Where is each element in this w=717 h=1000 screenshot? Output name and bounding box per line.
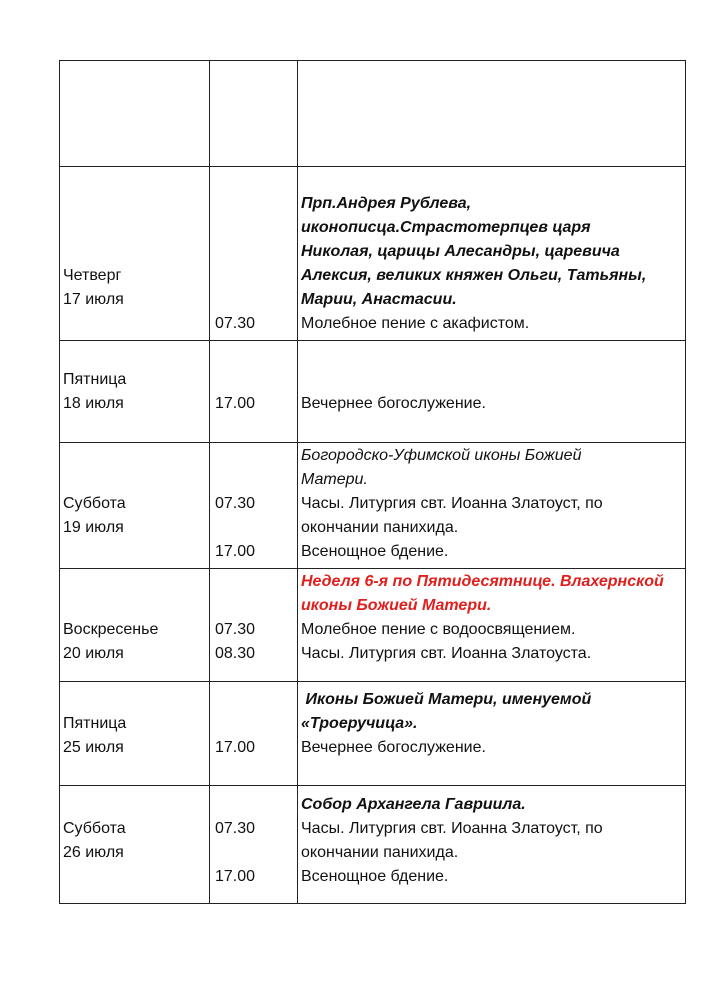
feast-title: Матери. xyxy=(301,471,368,488)
feast-title: Алексия, великих княжен Ольги, Татьяны, xyxy=(301,267,647,284)
schedule-row xyxy=(60,443,686,569)
feast-title: Прп.Андрея Рублева, xyxy=(301,195,472,212)
service-cell xyxy=(298,569,686,682)
feast-title: «Троеручица». xyxy=(301,715,418,732)
service-time: 17.00 xyxy=(215,868,256,885)
weekday: Суббота xyxy=(63,820,126,837)
feast-title: иконописца.Страстотерпцев царя xyxy=(301,219,591,236)
service-name: Молебное пение с водоосвящением. xyxy=(301,621,576,638)
service-cell xyxy=(298,786,686,904)
weekday: Четверг xyxy=(63,267,122,284)
schedule-row xyxy=(60,682,686,786)
day-cell xyxy=(60,341,210,443)
weekday: Пятница xyxy=(63,715,127,732)
service-name: Часы. Литургия свт. Иоанна Златоуст, по xyxy=(301,820,603,837)
day-cell xyxy=(60,443,210,569)
schedule-row xyxy=(60,167,686,341)
service-name: Вечернее богослужение. xyxy=(301,739,486,756)
time-cell xyxy=(210,167,298,341)
service-time: 08.30 xyxy=(215,645,256,662)
time-cell xyxy=(210,443,298,569)
feast-title: Богородско-Уфимской иконы Божией xyxy=(301,447,582,464)
feast-title: иконы Божией Матери. xyxy=(301,597,492,614)
time-cell xyxy=(210,786,298,904)
schedule-row xyxy=(60,569,686,682)
service-time: 17.00 xyxy=(215,543,256,560)
service-name: Всенощное бдение. xyxy=(301,543,449,560)
service-name: окончании панихида. xyxy=(301,844,459,861)
service-cell xyxy=(298,341,686,443)
day-cell xyxy=(60,61,210,167)
schedule-table xyxy=(59,60,686,904)
weekday: Воскресенье xyxy=(63,621,159,638)
schedule-row xyxy=(60,786,686,904)
service-name: Часы. Литургия свт. Иоанна Златоуст, по xyxy=(301,495,603,512)
spacer xyxy=(213,841,294,865)
service-name: Молебное пение с акафистом. xyxy=(301,315,530,332)
date: 26 июля xyxy=(63,844,124,861)
day-cell xyxy=(60,682,210,786)
time-cell xyxy=(210,61,298,167)
schedule-row xyxy=(60,341,686,443)
feast-title: Неделя 6-я по Пятидесятнице. Влахернской xyxy=(301,573,664,590)
time-cell xyxy=(210,682,298,786)
date: 17 июля xyxy=(63,291,124,308)
service-name: Вечернее богослужение. xyxy=(301,395,486,412)
service-time: 07.30 xyxy=(215,621,256,638)
service-time: 17.00 xyxy=(215,739,256,756)
service-cell xyxy=(298,61,686,167)
service-time: 07.30 xyxy=(215,820,256,837)
day-cell xyxy=(60,167,210,341)
date: 18 июля xyxy=(63,395,124,412)
date: 20 июля xyxy=(63,645,124,662)
day-cell xyxy=(60,786,210,904)
time-cell xyxy=(210,341,298,443)
weekday: Пятница xyxy=(63,371,127,388)
service-cell xyxy=(298,443,686,569)
service-name: Всенощное бдение. xyxy=(301,868,449,885)
date: 25 июля xyxy=(63,739,124,756)
weekday: Суббота xyxy=(63,495,126,512)
feast-title: Николая, царицы Алесандры, царевича xyxy=(301,243,620,260)
date: 19 июля xyxy=(63,519,124,536)
service-name: окончании панихида. xyxy=(301,519,459,536)
service-time: 17.00 xyxy=(215,395,256,412)
service-cell xyxy=(298,682,686,786)
feast-title: Собор Архангела Гавриила. xyxy=(301,796,526,813)
schedule-row xyxy=(60,61,686,167)
feast-title: Иконы Божией Матери, именуемой xyxy=(301,691,592,708)
day-cell xyxy=(60,569,210,682)
time-cell xyxy=(210,569,298,682)
feast-title: Марии, Анастасии. xyxy=(301,291,457,308)
service-time: 07.30 xyxy=(215,495,256,512)
service-time: 07.30 xyxy=(215,315,256,332)
service-cell xyxy=(298,167,686,341)
spacer xyxy=(213,516,294,540)
service-name: Часы. Литургия свт. Иоанна Златоуста. xyxy=(301,645,592,662)
